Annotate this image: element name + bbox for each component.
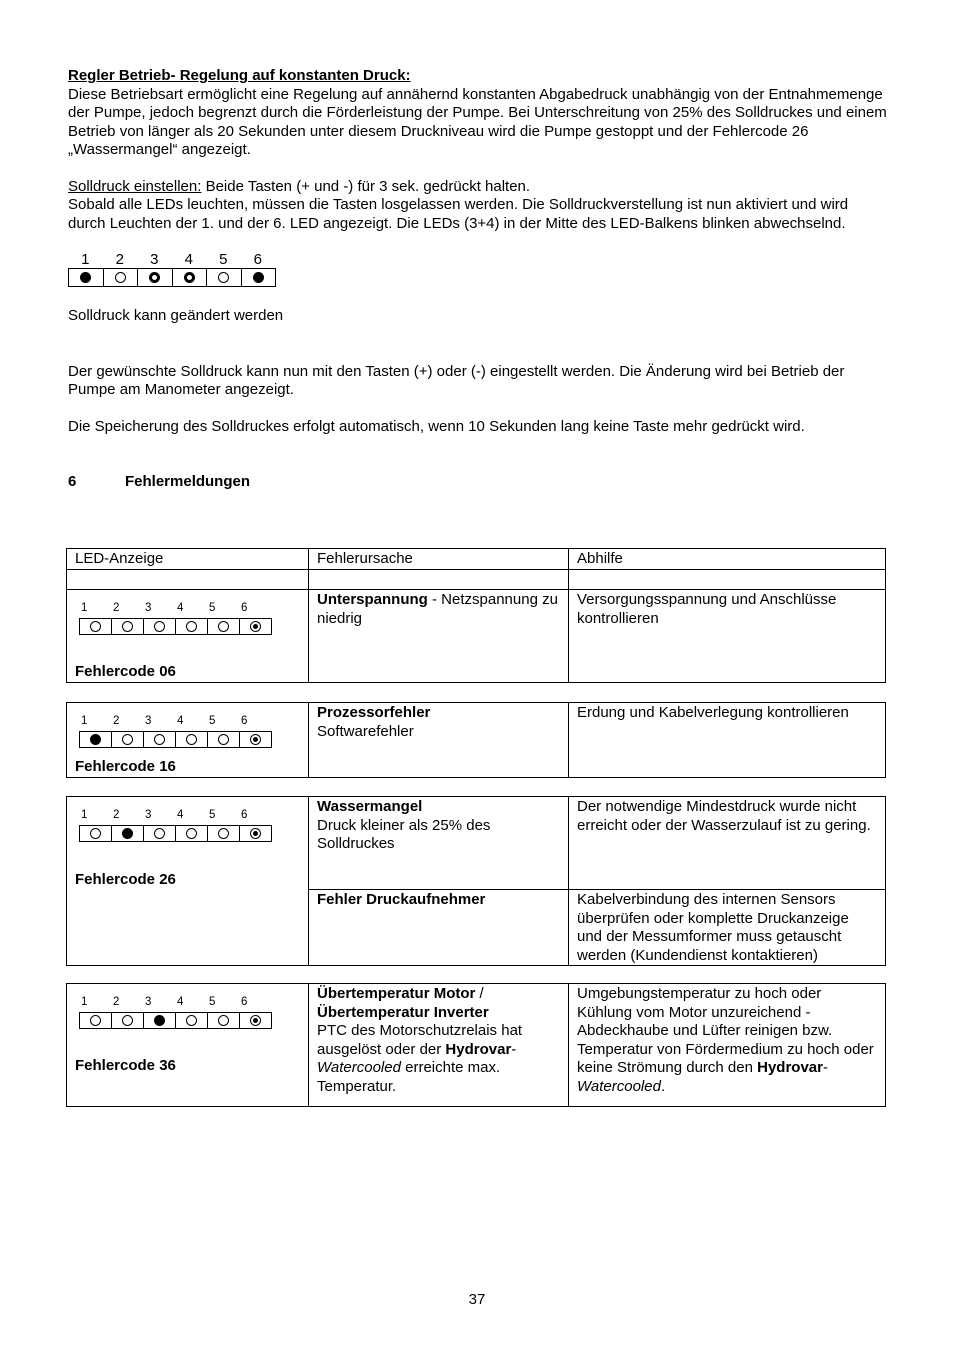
led-cell [112, 1013, 144, 1028]
page-number: 37 [468, 1291, 486, 1308]
led-dot-icon [250, 1015, 261, 1026]
led-number-row: 1 2 3 4 5 6 [81, 602, 248, 614]
led-cell [242, 269, 276, 286]
led-cell [176, 619, 208, 634]
led-cell [176, 1013, 208, 1028]
led-cell [240, 619, 271, 634]
led-cell [240, 732, 271, 747]
led-cell [112, 732, 144, 747]
led-off-icon [115, 272, 126, 283]
led-off-icon [186, 734, 197, 745]
led-dot-icon [250, 828, 261, 839]
led-number: 5 [219, 251, 228, 268]
led-cell-16 [67, 703, 309, 778]
led-cell [144, 826, 176, 841]
led-on-icon [90, 734, 101, 745]
error-table-36 [66, 983, 886, 1107]
led-cell-26 [67, 797, 309, 966]
led-bar [79, 825, 272, 842]
led-bar [68, 268, 276, 287]
error-table-header [66, 548, 886, 683]
led-off-icon [186, 828, 197, 839]
led-off-icon [122, 621, 133, 632]
page-content [68, 67, 888, 492]
error-code: Fehlercode 16 [75, 757, 176, 775]
remedy-cell-06: Versorgungsspannung und Anschlüsse kontrollieren [569, 590, 886, 683]
led-off-icon [122, 734, 133, 745]
led-cell [173, 269, 208, 286]
save-paragraph: Die Speicherung des Solldruckes erfolgt automatisch, wenn 10 Sekunden lang keine Taste mehr gedrückt wird. [68, 417, 805, 435]
header-led: LED-Anzeige [67, 549, 309, 570]
led-cell [144, 619, 176, 634]
led-off-icon [154, 828, 165, 839]
remedy-cell-16: Erdung und Kabelverlegung kontrollieren [569, 703, 886, 778]
led-off-icon [90, 1015, 101, 1026]
error-table-26 [66, 796, 886, 966]
cause-cell-06: Unterspannung - Netzspannung zu niedrig [309, 590, 569, 683]
led-off-icon [154, 734, 165, 745]
led-number: 6 [253, 251, 262, 268]
led-cell [80, 1013, 112, 1028]
led-cell [208, 1013, 240, 1028]
led-number-row: 1 2 3 4 5 6 [81, 996, 248, 1008]
led-blink-icon [184, 272, 195, 283]
led-number: 4 [184, 251, 193, 268]
caption: Solldruck kann geändert werden [68, 307, 284, 324]
chapter-heading [68, 473, 888, 492]
led-number: 2 [115, 251, 124, 268]
led-cell [240, 826, 271, 841]
led-off-icon [90, 828, 101, 839]
led-cell [208, 826, 240, 841]
led-off-icon [218, 828, 229, 839]
led-on-icon [80, 272, 91, 283]
led-number-row: 1 2 3 4 5 6 [81, 809, 248, 821]
led-cell [144, 1013, 176, 1028]
led-number-row: 1 2 3 4 5 6 [81, 715, 248, 727]
led-cell [144, 732, 176, 747]
led-cell-06 [67, 590, 309, 683]
led-off-icon [218, 1015, 229, 1026]
remedy-cell-36: Umgebungstemperatur zu hoch oder Kühlung vom Motor unzureichend - Abdeckhaube und Lüfter reinigen bzw. Temperatur von Fördermedium zu hoch oder keine Strömung durch den Hydrovar-Watercooled. [569, 984, 886, 1107]
led-blink-icon [149, 272, 160, 283]
led-cell [176, 826, 208, 841]
error-code: Fehlercode 06 [75, 662, 176, 680]
error-table-16 [66, 702, 886, 778]
remedy-cell-26: Der notwendige Mindestdruck wurde nicht erreicht oder der Wasserzulauf ist zu gering. [569, 797, 886, 890]
remedy-cell-26b: Kabelverbindung des internen Sensors überprüfen oder komplette Druckanzeige und der Messumformer muss getauscht werden (Kundendienst kontaktieren) [569, 890, 886, 966]
led-cell [80, 826, 112, 841]
led-cell [240, 1013, 271, 1028]
led-cell [69, 269, 104, 286]
led-bar [79, 618, 272, 635]
led-bar [79, 731, 272, 748]
led-off-icon [154, 621, 165, 632]
led-cell [112, 826, 144, 841]
set-pressure-label: Solldruck einstellen: [68, 177, 202, 195]
led-number: 1 [81, 251, 90, 268]
led-cell [176, 732, 208, 747]
led-on-icon [253, 272, 264, 283]
led-cell [208, 732, 240, 747]
header-cause: Fehlerursache [309, 549, 569, 570]
led-dot-icon [250, 734, 261, 745]
set-pressure-text: Beide Tasten (+ und -) für 3 sek. gedrückt halten. [201, 177, 531, 195]
adjust-paragraph: Der gewünschte Solldruck kann nun mit den Tasten (+) oder (-) eingestellt werden. Die Änderung wird bei Betrieb der Pumpe am Manometer angezeigt. [68, 362, 845, 398]
led-off-icon [218, 734, 229, 745]
led-dot-icon [250, 621, 261, 632]
led-cell [208, 619, 240, 634]
led-on-icon [154, 1015, 165, 1026]
led-off-icon [218, 621, 229, 632]
set-pressure-paragraph-2: Sobald alle LEDs leuchten, müssen die Tasten losgelassen werden. Die Solldruckverstellung ist nun aktiviert und wird durch Leuchten der 1. und der 6. LED angezeigt. Die LEDs (3+4) in der Mitte des LED-Balkens blinken abwechselnd. [68, 196, 849, 232]
error-code: Fehlercode 36 [75, 1057, 176, 1074]
led-off-icon [218, 272, 229, 283]
led-off-icon [122, 1015, 133, 1026]
led-cell [104, 269, 139, 286]
led-on-icon [122, 828, 133, 839]
cause-cell-26: Wassermangel Druck kleiner als 25% des Solldruckes [309, 797, 569, 890]
led-off-icon [186, 621, 197, 632]
led-cell [138, 269, 173, 286]
cause-cell-16: Prozessorfehler Softwarefehler [309, 703, 569, 778]
cause-cell-26b: Fehler Druckaufnehmer [309, 890, 569, 966]
led-cell [80, 619, 112, 634]
header-remedy: Abhilfe [569, 549, 886, 570]
led-cell [80, 732, 112, 747]
led-cell [112, 619, 144, 634]
error-code: Fehlercode 26 [75, 871, 176, 888]
led-bar [79, 1012, 272, 1029]
led-off-icon [90, 621, 101, 632]
cause-cell-36: Übertemperatur Motor / Übertemperatur Inverter PTC des Motorschutzrelais hat ausgelöst oder der Hydrovar-Watercooled erreichte max. Temperatur. [309, 984, 569, 1107]
section-title: Regler Betrieb- Regelung auf konstanten Druck: [68, 67, 411, 84]
led-number: 3 [150, 251, 159, 268]
led-cell-36 [67, 984, 309, 1107]
led-number-row [68, 251, 888, 268]
chapter-number: 6 [68, 473, 77, 490]
intro-paragraph: Diese Betriebsart ermöglicht eine Regelung auf annähernd konstanten Abgabedruck unabhängig von der Entnahmemenge der Pumpe, jedoch begrenzt durch die Förderleistung der Pumpe. Bei Unterschreitung von 25% des Solldruckes und einem Betrieb von länger als 20 Sekunden unter diesem Druckniveau wird die Pumpe gestoppt und der Fehlercode 26 „Wassermangel“ angezeigt. [68, 85, 887, 158]
set-pressure-paragraph [68, 178, 888, 197]
chapter-title: Fehlermeldungen [125, 473, 251, 490]
led-cell [207, 269, 242, 286]
led-off-icon [186, 1015, 197, 1026]
